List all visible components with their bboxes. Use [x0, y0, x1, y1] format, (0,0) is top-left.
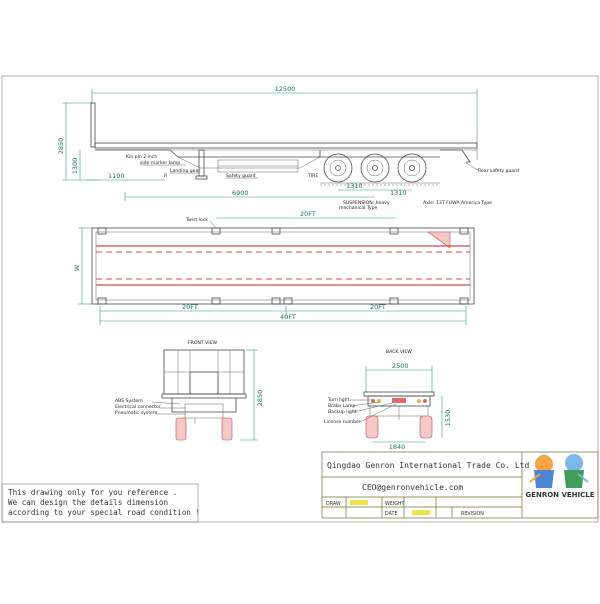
headboard — [91, 103, 95, 147]
label-marker-lamp: side marker lamp — [140, 161, 181, 166]
wheel-3-hub — [404, 160, 420, 176]
note-line-2: We can design the details dimension — [8, 498, 169, 507]
wheel-1-axle — [336, 166, 341, 171]
turn-light-right — [423, 399, 427, 403]
front-chassis — [172, 398, 236, 412]
brand-name: GENRON VEHICLE — [525, 491, 595, 499]
front-wheel-left — [176, 418, 186, 440]
back-wheel-right — [420, 416, 432, 438]
twist-lock — [460, 298, 468, 304]
label-license: License number — [324, 420, 361, 425]
leader-line — [354, 403, 392, 412]
dim-wheelbase-text: 6900 — [232, 189, 249, 197]
brand-logo — [525, 454, 594, 499]
front-view-title: FRONT VIEW — [188, 341, 218, 346]
label-electrical: Electrical connector — [115, 405, 161, 410]
dim-length-text: 12500 — [274, 85, 296, 93]
turn-light-left — [371, 399, 375, 403]
date-highlight — [412, 510, 430, 515]
dim-back-width-text: 2500 — [392, 362, 409, 370]
label-safety-guard: Safety guard — [226, 174, 256, 179]
dim-bottom-right-20ft: 20FT — [370, 303, 386, 311]
wheel-3-axle — [410, 166, 415, 171]
landing-gear-frame — [185, 404, 223, 418]
front-wheel-right — [222, 418, 232, 440]
twist-lock — [460, 228, 468, 234]
dim-bottom-40ft: 40FT — [280, 313, 296, 321]
twist-lock — [390, 298, 398, 304]
logo-figure-right-body — [564, 470, 584, 488]
date-label: DATE — [385, 512, 398, 517]
twist-lock — [272, 298, 280, 304]
label-r: R — [164, 174, 168, 179]
company-email: CEO@genronvehicle.com — [362, 483, 464, 492]
twist-lock — [98, 228, 106, 234]
landing-gear-foot — [196, 176, 207, 179]
label-tire: TIRE — [308, 174, 319, 179]
dim-top-20ft-text: 20FT — [300, 210, 316, 218]
label-landing-gear: Landing gear — [170, 169, 201, 174]
company-name: Qingdao Genron International Trade Co. Ltd — [327, 461, 530, 470]
dim-bottom-left-20ft: 20FT — [182, 303, 198, 311]
logo-figure-right-head — [565, 454, 583, 472]
brake-lamp-right — [417, 399, 421, 403]
back-view-title: BACK VIEW — [386, 350, 412, 355]
label-kingpin: Kin pin 2 inch — [126, 155, 158, 160]
wheel-group — [324, 154, 426, 182]
label-turn: Turn light — [328, 398, 350, 403]
leader-line — [152, 402, 180, 404]
top-view — [73, 210, 474, 325]
note-box — [2, 484, 200, 522]
twist-lock — [212, 228, 220, 234]
leader-line — [466, 163, 478, 170]
twist-locks — [98, 228, 468, 304]
license-plate — [392, 398, 406, 403]
label-mechanical: mechanical Type — [339, 206, 378, 211]
note-line-3: according to your special road condition ! — [8, 508, 201, 517]
twist-lock — [272, 228, 280, 234]
dim-back-height-text: 1530 — [444, 409, 452, 427]
leader-line — [352, 402, 379, 406]
deck-top-outline — [92, 228, 474, 304]
wheel-1-hub — [330, 160, 346, 176]
label-rear-guard: Rear safety guard — [478, 169, 519, 174]
revision-label: REVISION — [461, 512, 484, 517]
back-view — [324, 349, 452, 451]
back-deck — [364, 392, 434, 396]
wheel-2-axle — [373, 166, 378, 171]
wheel-2 — [361, 154, 389, 182]
note-line-1: This drawing only for you reference . — [8, 488, 178, 497]
dim-deck-height-text: 1300 — [71, 157, 79, 175]
draw-highlight — [350, 500, 368, 505]
label-twist-lock: Twist lock — [186, 218, 209, 223]
dim-width-text: W — [73, 264, 81, 272]
dim-height-text: 2850 — [57, 137, 65, 155]
twist-lock — [390, 228, 398, 234]
label-suspension: SUSPENSION: heavy — [343, 201, 390, 206]
label-backup: Backup light — [328, 410, 357, 415]
twist-lock — [284, 298, 292, 304]
dim-front-text: 1100 — [108, 172, 125, 180]
twist-lock — [98, 298, 106, 304]
logo-figure-left-body — [534, 470, 554, 488]
draw-label: DRAW — [326, 502, 341, 507]
label-axle: Axle: 13T FUWA America Type — [423, 201, 492, 206]
label-brake: Brake Lamp — [328, 404, 356, 409]
side-view — [57, 85, 519, 211]
weight-label: WEIGHT — [385, 502, 405, 507]
front-deck — [162, 394, 246, 398]
wheel-2-hub — [367, 160, 383, 176]
dim-axle-1-text: 1310 — [346, 182, 363, 190]
wheel-1 — [324, 154, 352, 182]
label-pneumatic: Pneumatic system — [115, 411, 158, 416]
deck-side — [95, 143, 477, 148]
wheel-3 — [398, 154, 426, 182]
title-block — [322, 452, 598, 518]
dim-front-height-text: 2850 — [256, 389, 264, 407]
label-abs: ABS System — [115, 399, 143, 404]
back-wheel-left — [366, 416, 378, 438]
rear-guard — [440, 150, 470, 162]
deck-top-inner — [96, 232, 470, 300]
dim-axle-2-text: 1310 — [390, 189, 407, 197]
front-view — [115, 340, 264, 440]
dim-track-text: 1840 — [388, 443, 406, 451]
twist-lock — [212, 298, 220, 304]
leader-line — [210, 221, 216, 228]
front-panel — [190, 372, 218, 394]
